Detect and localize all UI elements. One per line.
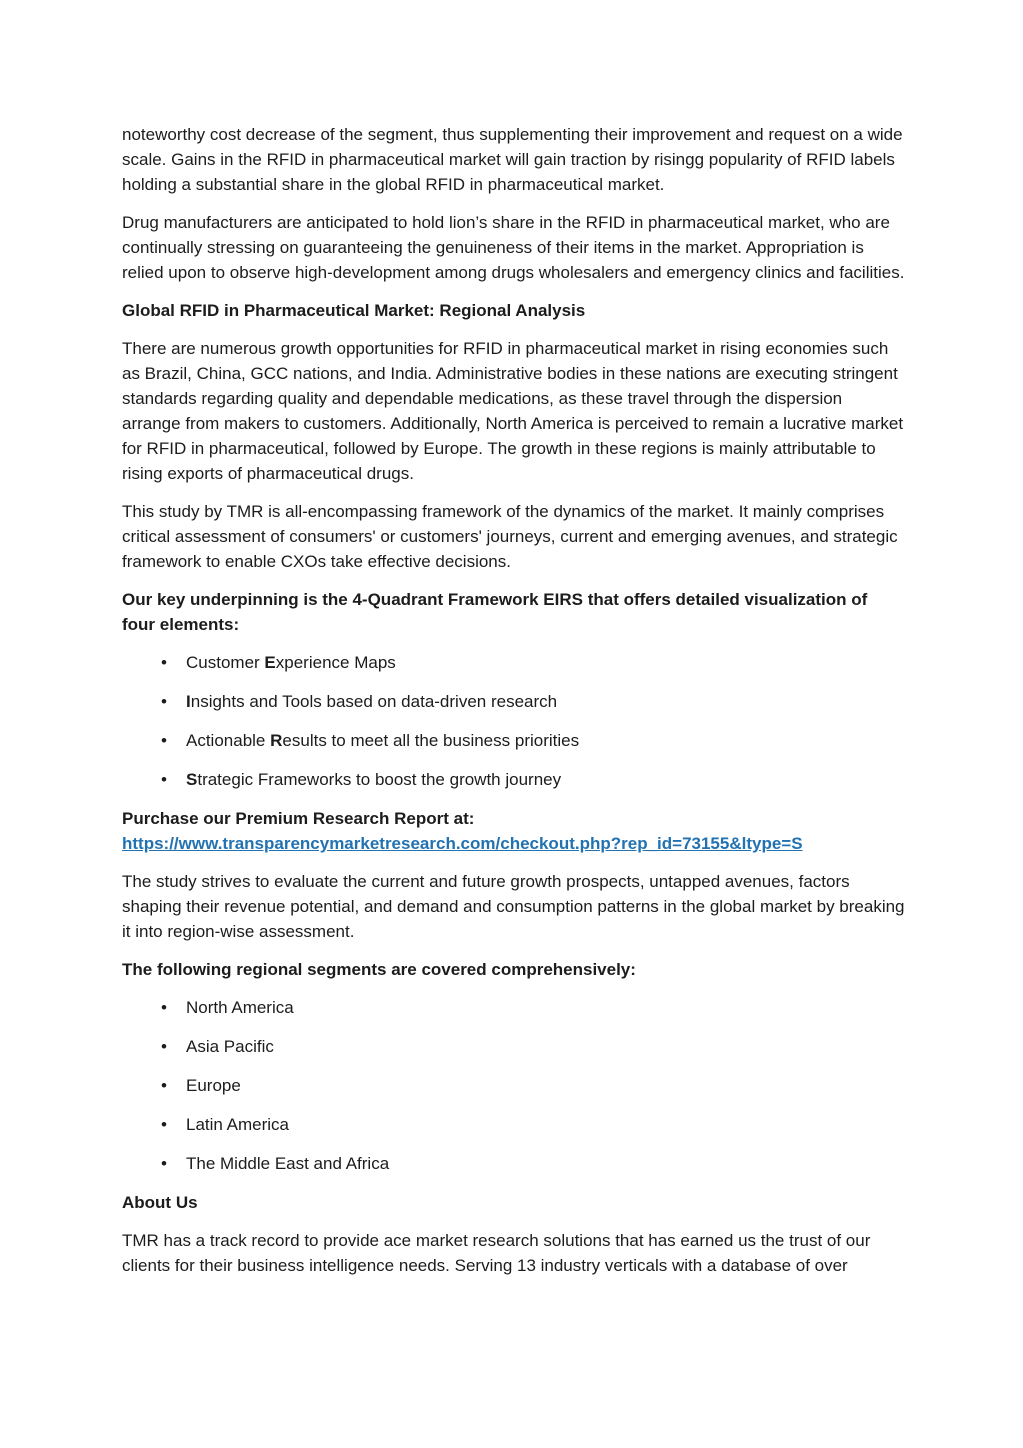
heading-about-us: About Us	[122, 1193, 198, 1212]
list-item-text: The Middle East and Africa	[186, 1154, 390, 1173]
paragraph-cost-decrease: noteworthy cost decrease of the segment, thus supplementing their improvement and request on a wide scale. Gains in the RFID in pharmaceutical market will gain traction by risingg popularity of RFID labels holding a substantial share in the global RFID in pharmaceutical market.	[122, 125, 903, 194]
purchase-block	[122, 806, 905, 856]
list-item-text: Latin America	[186, 1115, 289, 1134]
list-item-text: Europe	[186, 1076, 241, 1095]
region-bullet-list	[122, 995, 905, 1176]
bullet-icon: •	[161, 770, 167, 789]
list-item-insights-and-tools	[122, 689, 905, 714]
paragraph-tmr-study: This study by TMR is all-encompassing framework of the dynamics of the market. It mainly comprises critical assessment of consumers' or customers' journeys, current and emerging avenues, and strategic framework to enable CXOs take effective decisions.	[122, 502, 898, 571]
bullet-icon: •	[161, 1115, 167, 1134]
bullet-icon: •	[161, 1076, 167, 1095]
list-item-strategic-frameworks	[122, 767, 905, 792]
list-item-latin-america	[122, 1112, 905, 1137]
list-item-text: Customer Experience Maps	[186, 653, 396, 672]
paragraph-growth-opportunities: There are numerous growth opportunities for RFID in pharmaceutical market in rising economies such as Brazil, China, GCC nations, and India. Administrative bodies in these nations are executing stringent standards regarding quality and dependable medications, as these travel through the dispersion arrange from makers to customers. Additionally, North America is perceived to remain a lucrative market for RFID in pharmaceutical, followed by Europe. The growth in these regions is mainly attributable to rising exports of pharmaceutical drugs.	[122, 339, 904, 483]
bullet-icon: •	[161, 1037, 167, 1056]
list-item-actionable-results	[122, 728, 905, 753]
paragraph-about-us: TMR has a track record to provide ace market research solutions that has earned us the trust of our clients for their business intelligence needs. Serving 13 industry verticals with a database of over	[122, 1231, 871, 1275]
eirs-bullet-list	[122, 650, 905, 792]
list-item-text: Asia Pacific	[186, 1037, 274, 1056]
list-item-north-america	[122, 995, 905, 1020]
purchase-label: Purchase our Premium Research Report at:	[122, 809, 475, 828]
bullet-icon: •	[161, 998, 167, 1017]
list-item-customer-experience-maps	[122, 650, 905, 675]
list-item-text: Insights and Tools based on data-driven research	[186, 692, 558, 711]
heading-regional-analysis: Global RFID in Pharmaceutical Market: Regional Analysis	[122, 301, 586, 320]
heading-regional-segments: The following regional segments are covered comprehensively:	[122, 960, 636, 979]
bullet-icon: •	[161, 731, 167, 750]
checkout-link[interactable]: https://www.transparencymarketresearch.com/checkout.php?rep_id=73155&ltype=S	[122, 834, 803, 853]
paragraph-drug-manufacturers: Drug manufacturers are anticipated to hold lion’s share in the RFID in pharmaceutical market, who are continually stressing on guaranteeing the genuineness of their items in the market. Appropriation is relied upon to observe high-development among drugs wholesalers and emergency clinics and facilities.	[122, 213, 905, 282]
heading-eirs-framework: Our key underpinning is the 4-Quadrant Framework EIRS that offers detailed visualization of four elements:	[122, 590, 868, 634]
list-item-europe	[122, 1073, 905, 1098]
list-item-asia-pacific	[122, 1034, 905, 1059]
bullet-icon: •	[161, 692, 167, 711]
bullet-icon: •	[161, 653, 167, 672]
bullet-icon: •	[161, 1154, 167, 1173]
list-item-text: North America	[186, 998, 294, 1017]
list-item-text: Actionable Results to meet all the business priorities	[186, 731, 580, 750]
list-item-middle-east-africa	[122, 1151, 905, 1176]
paragraph-study-strives: The study strives to evaluate the current and future growth prospects, untapped avenues, factors shaping their revenue potential, and demand and consumption patterns in the global market by breaking it into region-wise assessment.	[122, 872, 905, 941]
list-item-text: Strategic Frameworks to boost the growth journey	[186, 770, 562, 789]
